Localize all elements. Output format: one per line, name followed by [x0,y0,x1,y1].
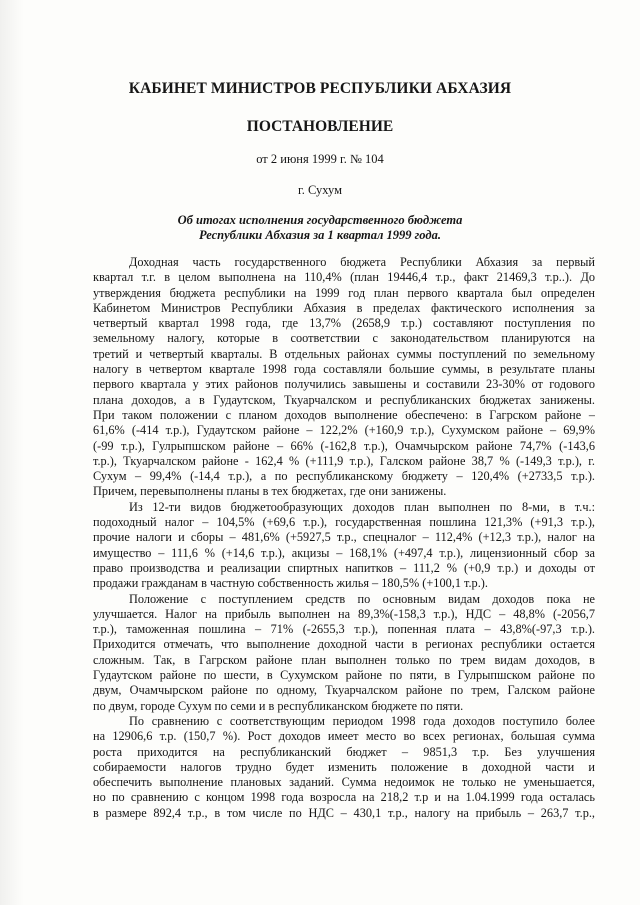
paragraph-line: в размере 892,4 т.р., в том числе по НДС – 430,1 т.р., налогу на прибыль – 263,7 т.р., [93,805,595,820]
document-subject [0,213,640,243]
paragraph-line: Сухум – 99,4% (-14,4 т.р.), а по республиканскому бюджету – 120,4% (+2733,5 т.р.). [93,469,595,484]
subject-line: Республики Абхазия за 1 квартал 1999 года. [199,228,441,242]
paragraph-line: плана доходов, а в Гудаутском, Ткуарчалском и республиканских бюджетах занижены. [93,392,595,407]
organization-title: КАБИНЕТ МИНИСТРОВ РЕСПУБЛИКИ АБХАЗИЯ [128,80,512,97]
subject-line: Об итогах исполнения государственного бюджета [177,213,463,227]
paragraph-line: обеспечить выполнение плановых заданий. Сумма недоимок не только не уменьшается, [93,775,595,790]
paragraph-line: продажи гражданам в частную собственность жилья – 180,5% (+100,1 т.р.). [93,576,488,591]
paragraph-line: четвертый квартал 1998 года, где 13,7% (2658,9 т.р.) составляют поступления по [93,316,595,331]
paragraph-line: первого квартала у этих районов получились завышены и составили 23-30% от годового [93,377,595,392]
paragraph-line: Гудаутском районе по шести, в Сухумском районе по пяти, в Гулрыпшском районе по [93,668,595,683]
paragraph-line: на 12906,6 т.р. (150,7 %). Рост доходов имеет место во всех регионах, большая сумма [93,729,595,744]
paragraph-line: Из 12-ти видов бюджетообразующих доходов план выполнен по 8-ми, в т.ч.: [129,499,595,514]
paragraph-line: утверждения бюджета республики на 1999 год план первого квартала был определен [93,285,595,300]
paragraph [93,500,595,592]
paragraph-line: сложным. Так, в Гагрском районе план выполнен только по трем видам доходов, в [93,652,595,667]
paragraph-line: квартал т.г. в целом выполнена на 110,4% (план 19446,4 т.р., факт 21469,3 т.р..). До [93,270,595,285]
paragraph-line: Причем, перевыполнены планы в тех бюджетах, где они занижены. [93,484,447,499]
paragraph-line: имущество – 111,6 % (+14,6 т.р.), акцизы – 168,1% (+497,4 т.р.), лицензионный сбор за [93,545,595,560]
paragraph-line: Положение с поступлением средств по основным видам доходов пока не [129,591,595,606]
paragraph-line: (-99 т.р.), Гулрыпшском районе – 66% (-162,8 т.р.), Очамчырском районе 74,7% (-143,6 [93,438,595,453]
paragraph-line: Приходится отмечать, что выполнение доходной части в регионах республики остается [93,637,595,652]
paragraph-line: земельному налогу, которые в соответствии с законодательством планируются на [93,331,595,346]
paragraph-line: право производства и реализации спиртных напитков – 111,2 % (+0,9 т.р.) и доходы от [93,560,595,575]
paragraph-line: роста приходится на республиканский бюджет – 9851,3 т.р. Без улучшения [93,744,595,759]
paragraph-line: 61,6% (-414 т.р.), Гудаутском районе – 122,2% (+160,9 т.р.), Сухумском районе – 69,9% [93,423,595,438]
paragraph-line: улучшается. Налог на прибыль выполнен на 89,3%(-158,3 т.р.), НДС – 48,8% (-2056,7 [93,606,595,621]
paragraph-line: но по сравнению с концом 1998 года возросла на 218,2 т.р и на 1.04.1999 года осталась [93,790,595,805]
document-date: от 2 июня 1999 г. № 104 [256,152,384,166]
paragraph-line: налогу в четвертом квартале 1998 года составляли большие суммы, в результате планы [93,362,595,377]
paragraph-line: подоходный налог – 104,5% (+69,6 т.р.), государственная пошлина 121,3% (+91,3 т.р.), [93,515,595,530]
paragraph-line: При таком положении с планом доходов выполнение обеспечено: в Гагрском районе – [93,407,595,422]
document-type: ПОСТАНОВЛЕНИЕ [246,118,394,135]
paragraph-line: т.р.), таможенная пошлина – 71% (-2655,3 т.р.), попенная плата – 43,8%(-97,3 т.р.). [93,622,595,637]
paragraph [93,714,595,821]
paragraph [93,592,595,714]
paragraph-line: собираемости налогов трудно будет изменить положение в доходной части и [93,759,595,774]
paragraph-line: двум, Очамчырском районе по одному, Ткуарчалском районе по трем, Галском районе [93,683,595,698]
paragraph-line: прочие налоги и сборы – 481,6% (+5927,5 т.р., спецналог – 112,4% (+12,3 т.р.), налог на [93,530,595,545]
document-city: г. Сухум [297,183,342,197]
paragraph-line: т.р.), Ткуарчалском районе - 162,4 % (+111,9 т.р.), Галском районе 38,7 % (-149,3 т.р.), г. [93,453,595,468]
paragraph [93,255,595,500]
document-body [93,255,595,821]
paragraph-line: Доходная часть государственного бюджета Республики Абхазия за первый [129,255,595,269]
paragraph-line: По сравнению с соответствующим периодом 1998 года доходов поступило более [129,713,595,728]
paragraph-line: Кабинетом Министров Республики Абхазия в пределах фактического исполнения за [93,300,595,315]
paragraph-line: по двум, городе Сухум по семи и в республиканском бюджете по пяти. [93,698,464,713]
paragraph-line: третий и четвертый кварталы. В отдельных районах суммы поступлений по земельному [93,346,595,361]
